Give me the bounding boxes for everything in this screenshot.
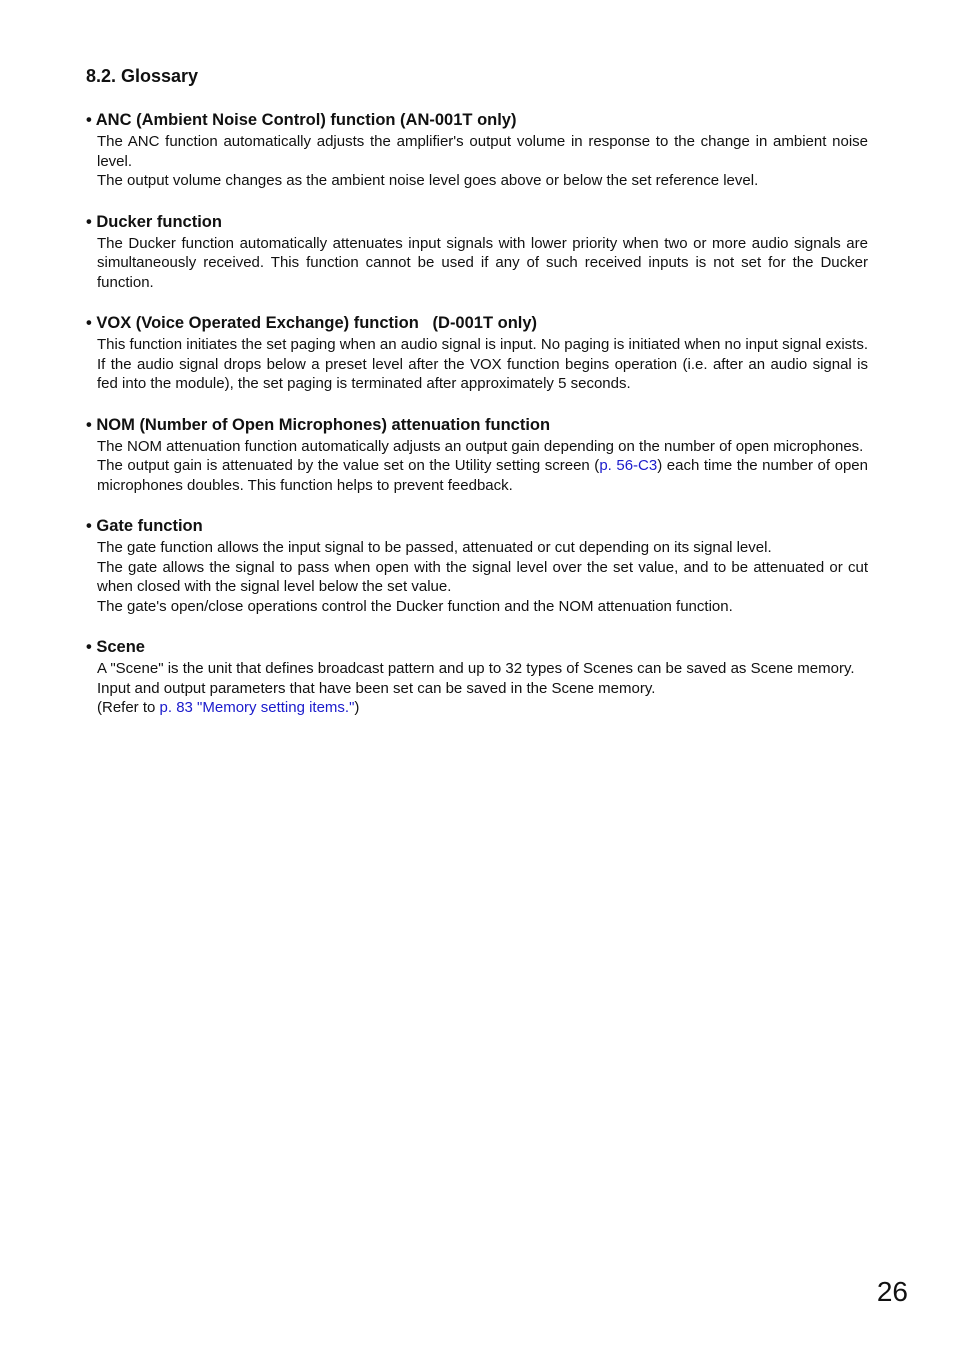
entry-body [97, 538, 868, 616]
entry-paragraph: The gate function allows the input signal to be passed, attenuated or cut depending on its signal level. [97, 539, 772, 556]
entry-heading: • Gate function [86, 517, 203, 535]
entry-paragraph: The gate's open/close operations control the Ducker function and the NOM attenuation function. [97, 597, 733, 615]
entry-paragraph [97, 456, 868, 495]
entry-body [97, 659, 868, 718]
text-run: ) [354, 699, 360, 716]
page-number: 26 [876, 1276, 908, 1307]
entry-paragraph: The output volume changes as the ambient noise level goes above or below the set reference level. [97, 172, 759, 189]
entry-body [97, 234, 868, 293]
entry-heading: • ANC (Ambient Noise Control) function (AN-001T only) [86, 111, 517, 129]
page-reference-link[interactable]: p. 56-C3 [599, 457, 658, 474]
entry-paragraph: The Ducker function automatically attenuates input signals with lower priority when two or more audio signals are simultaneously received. This function cannot be used if any of such received inputs is not set for the Ducker function. [97, 234, 868, 291]
entry-paragraph: A "Scene" is the unit that defines broadcast pattern and up to 32 types of Scenes can be saved as Scene memory. [97, 660, 855, 677]
glossary-entry-nom [86, 413, 868, 496]
entry-paragraph: This function initiates the set paging when an audio signal is input. No paging is initiated when no input signal exists. If the audio signal drops below a preset level after the VOX function begins operation (i.e. after an audio signal is fed into the module), the set paging is terminated after approximately 5 seconds. [97, 336, 868, 392]
entry-heading: • VOX (Voice Operated Exchange) function (D-001T only) [86, 314, 538, 332]
entry-heading: • Scene [86, 638, 145, 656]
section-title: 8.2. Glossary [86, 66, 199, 86]
entry-body [97, 437, 868, 496]
entry-paragraph: The NOM attenuation function automatically adjusts an output gain depending on the number of open microphones. [97, 437, 864, 455]
entry-paragraph: The ANC function automatically adjusts the amplifier's output volume in response to the change in ambient noise level. [97, 133, 868, 170]
glossary-entry-scene [86, 635, 868, 718]
entry-paragraph [97, 698, 868, 718]
entry-paragraph: The gate allows the signal to pass when open with the signal level over the set value, and to be attenuated or cut when closed with the signal level below the set value. [97, 558, 868, 595]
glossary-entry-anc [86, 108, 868, 191]
entry-body [97, 335, 868, 394]
glossary-entry-vox [86, 311, 868, 394]
text-run: The output gain is attenuated by the value set on the Utility setting screen ( [97, 457, 600, 474]
memory-setting-items-link[interactable]: p. 83 "Memory setting items." [159, 699, 355, 716]
glossary-entry-ducker [86, 210, 868, 293]
text-run: (Refer to [97, 699, 160, 716]
text-run: ) each time the number of open microphones doubles. This function helps to prevent feedback. [97, 457, 868, 494]
entry-body [97, 132, 868, 191]
entry-paragraph: Input and output parameters that have been set can be saved in the Scene memory. [97, 679, 656, 697]
glossary-list [86, 108, 868, 737]
glossary-entry-gate [86, 514, 868, 616]
entry-heading: • NOM (Number of Open Microphones) attenuation function [86, 415, 551, 434]
entry-heading: • Ducker function [86, 212, 222, 231]
